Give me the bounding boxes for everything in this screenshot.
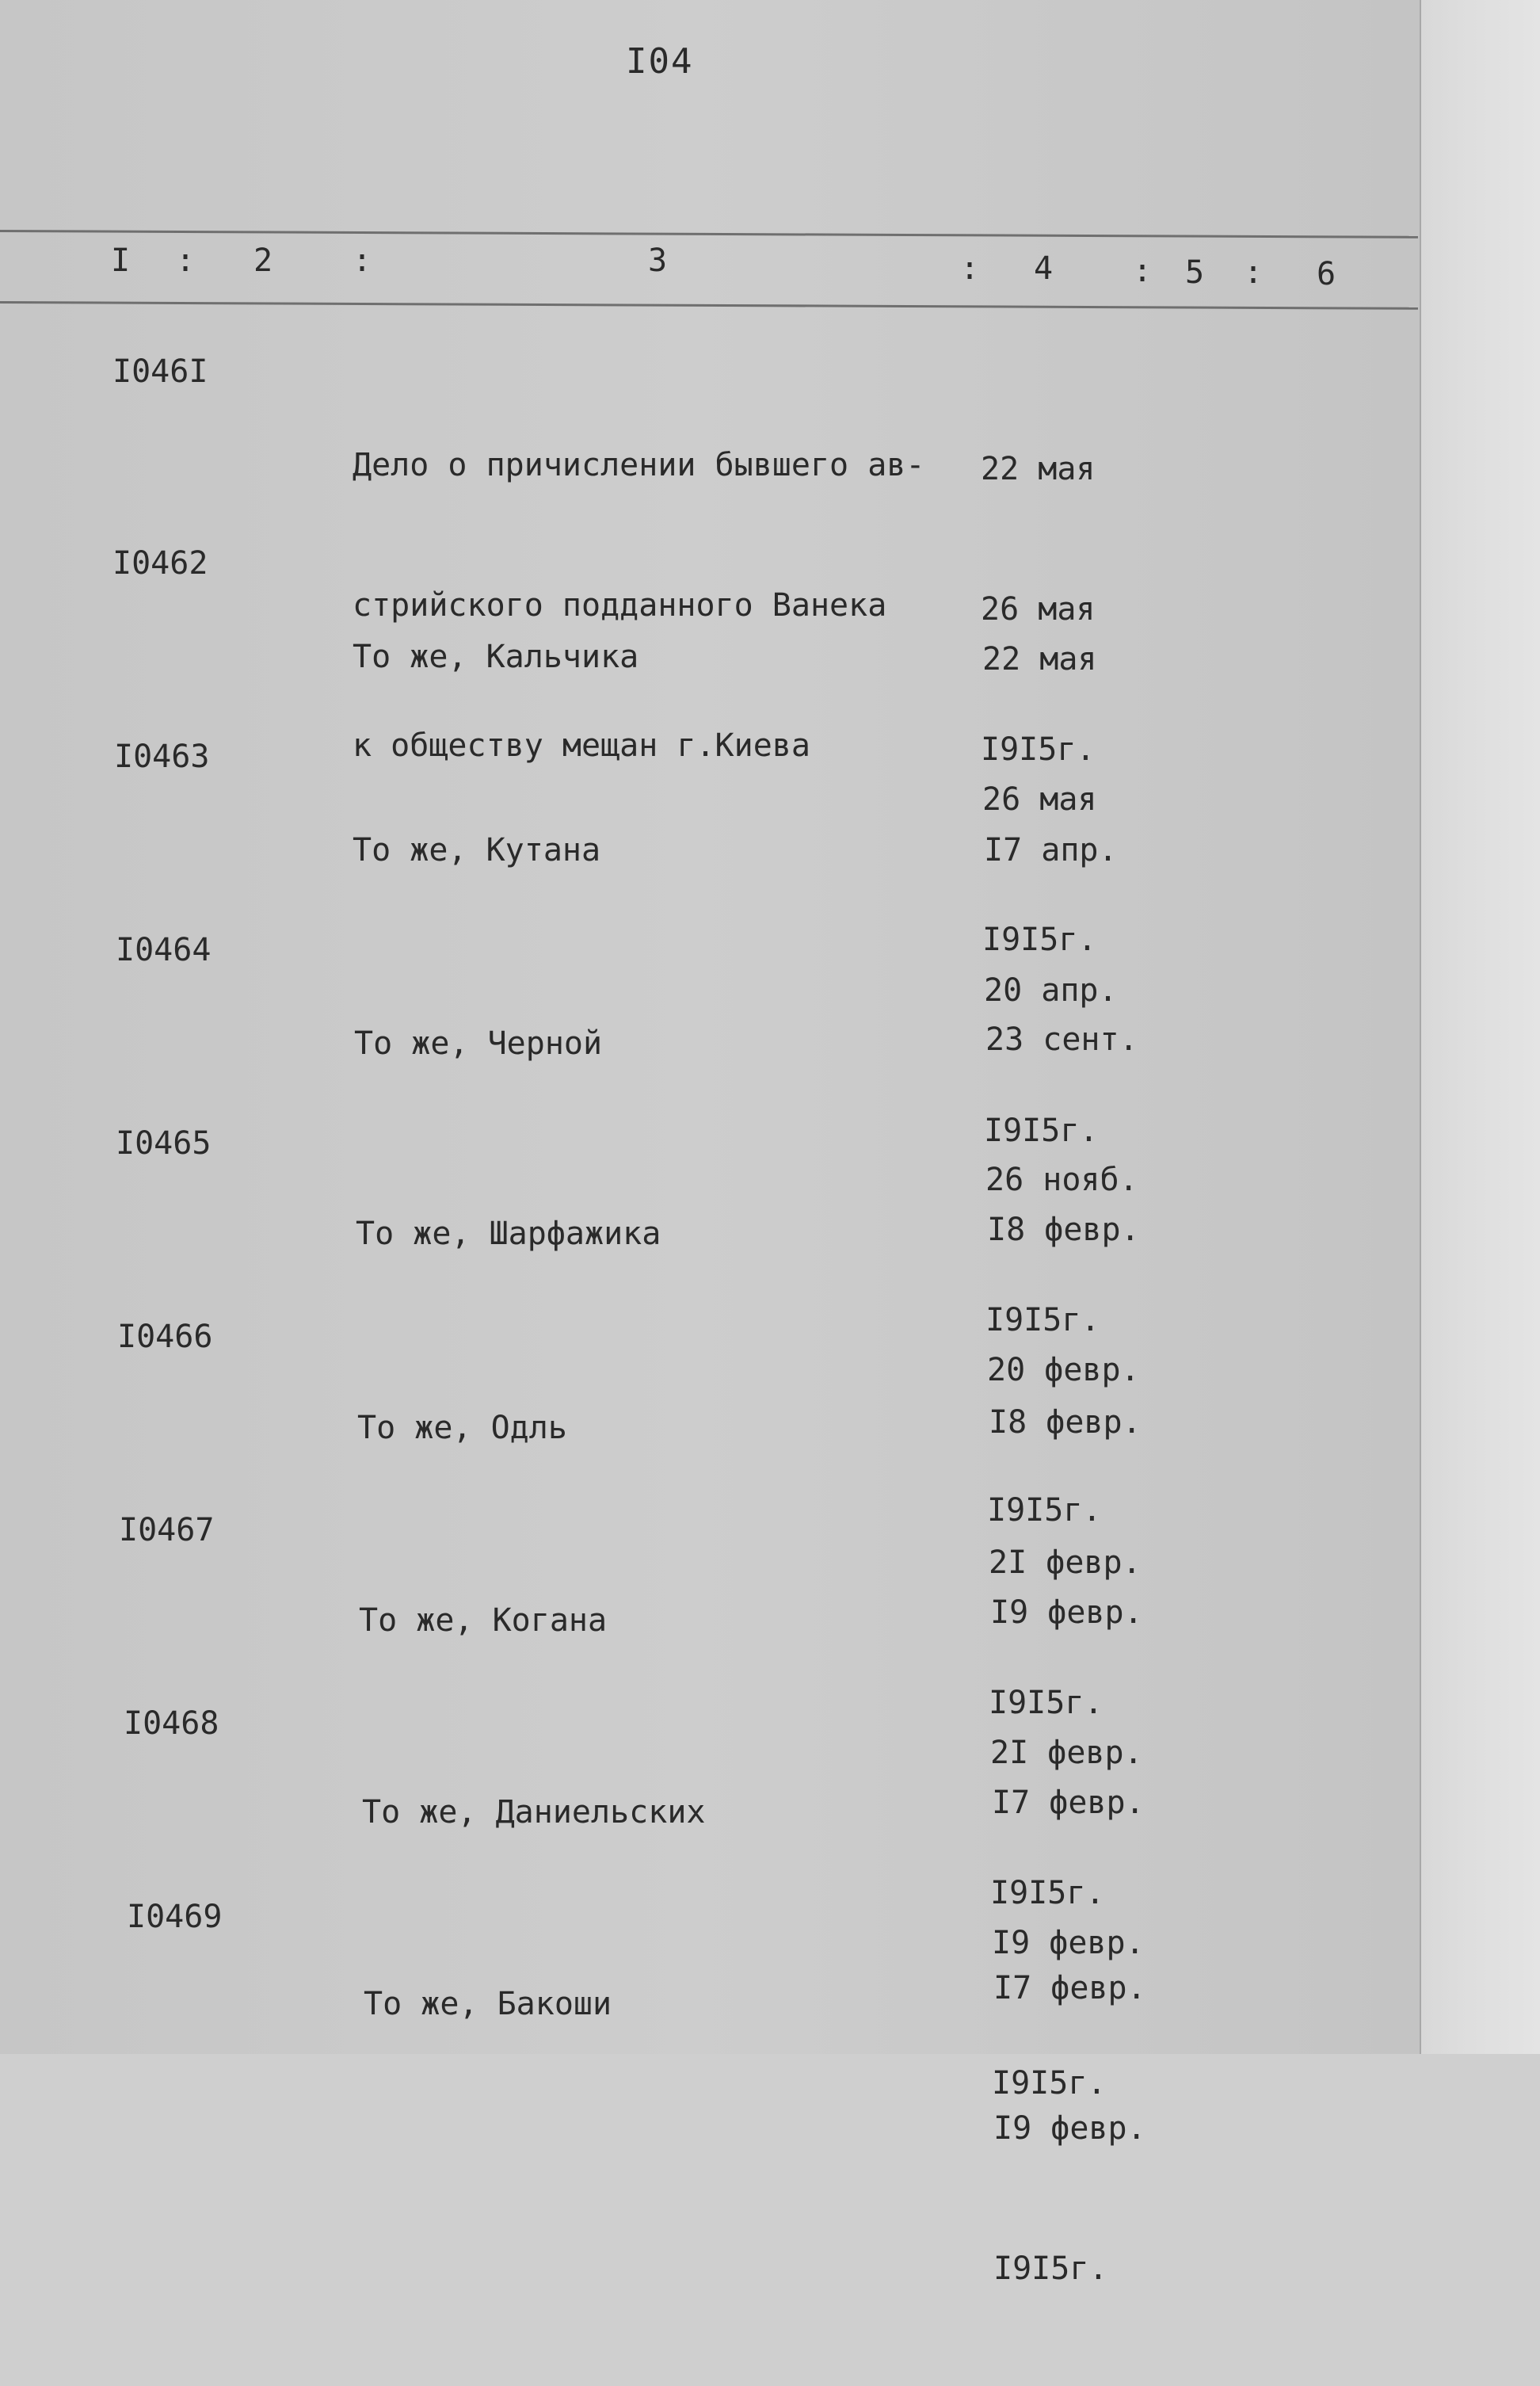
entry-date-start: 22 мая — [981, 451, 1096, 487]
entry-date-start: I7 апр. — [984, 832, 1118, 869]
entry-number: I0464 — [116, 932, 212, 968]
entry-date-end: 2I февр. — [990, 1735, 1143, 1771]
entry-title — [364, 1888, 612, 2121]
entry-date-end: 2I февр. — [989, 1544, 1142, 1581]
entry-title-line: То же, Когана — [359, 1602, 608, 1639]
entry-date-start: I9 февр. — [990, 1594, 1143, 1631]
entry-year: I9I5г. — [992, 2065, 1107, 2102]
column-separator-4: : — [1133, 253, 1153, 289]
entry-title-line: к обществу мещан г.Киева — [353, 727, 810, 764]
entry-date-end: 26 мая — [982, 781, 1097, 818]
entry-title-line: То же, Даниельских — [362, 1794, 706, 1831]
entry-date-end: I9 февр. — [992, 1925, 1145, 1961]
entry-date-end: 20 февр. — [987, 1352, 1140, 1388]
entry-number: I0468 — [124, 1705, 219, 1742]
entry-year: I9I5г. — [982, 922, 1097, 958]
entry-number: I0467 — [119, 1512, 215, 1548]
column-header-4: 4 — [1034, 250, 1054, 287]
entry-title-line: То же, Кальчика — [353, 639, 639, 675]
entry-title-line: То же, Бакоши — [364, 1986, 612, 2022]
entry-number: I0469 — [127, 1899, 223, 1935]
entry-number: I0465 — [116, 1125, 212, 1162]
entry-date-start: I7 февр. — [993, 1970, 1146, 2006]
entry-date-start: I8 февр. — [989, 1404, 1142, 1441]
entry-year: I9I5г. — [987, 1492, 1102, 1529]
entry-date-end: I9 февр. — [993, 2110, 1146, 2147]
column-separator-5: : — [1244, 254, 1264, 291]
entry-number: I0462 — [112, 545, 208, 582]
entry-title-line: То же, Одль — [357, 1410, 567, 1446]
column-header-5: 5 — [1185, 254, 1205, 291]
entry-title-line: То же, Кутана — [353, 832, 601, 869]
entry-number: I046I — [112, 353, 208, 390]
entry-year: I9I5г. — [985, 1302, 1100, 1338]
entry-date-start: 22 мая — [982, 641, 1097, 678]
entry-date-start: I7 февр. — [992, 1785, 1145, 1821]
entry-date-end: 20 апр. — [984, 972, 1118, 1009]
page-edge — [1420, 0, 1540, 2054]
entry-number: I0463 — [114, 739, 210, 775]
header-rule-bottom — [0, 301, 1418, 310]
entry-title-line: То же, Черной — [354, 1025, 603, 1062]
entry-number: I0466 — [117, 1319, 213, 1355]
entry-year: I9I5г. — [989, 1685, 1104, 1721]
entry-title-line: Дело о причислении бывшего ав- — [353, 447, 925, 483]
entry-year: I9I5г. — [993, 2250, 1108, 2287]
entry-dates — [993, 1872, 1146, 2386]
entry-title-line: стрийского подданного Ванека — [353, 587, 887, 624]
entry-date-end: 26 мая — [981, 591, 1096, 628]
entry-year: I9I5г. — [984, 1113, 1099, 1149]
entry-date-start: 23 сент. — [985, 1021, 1138, 1058]
column-header-1: I — [111, 242, 131, 279]
column-separator-2: : — [353, 242, 372, 279]
entry-date-end: 26 нояб. — [985, 1162, 1138, 1198]
entry-year: I9I5г. — [981, 731, 1096, 768]
column-header-3: 3 — [648, 242, 668, 279]
entry-title-line: То же, Шарфажика — [356, 1216, 661, 1252]
column-header-2: 2 — [253, 242, 273, 279]
column-separator-3: : — [960, 250, 980, 287]
column-separator-1: : — [176, 242, 196, 279]
entry-year: I9I5г. — [990, 1875, 1105, 1911]
header-rule-top — [0, 230, 1418, 239]
page-number: I04 — [626, 41, 694, 82]
column-header-6: 6 — [1317, 256, 1336, 292]
entry-date-start: I8 февр. — [987, 1212, 1140, 1248]
